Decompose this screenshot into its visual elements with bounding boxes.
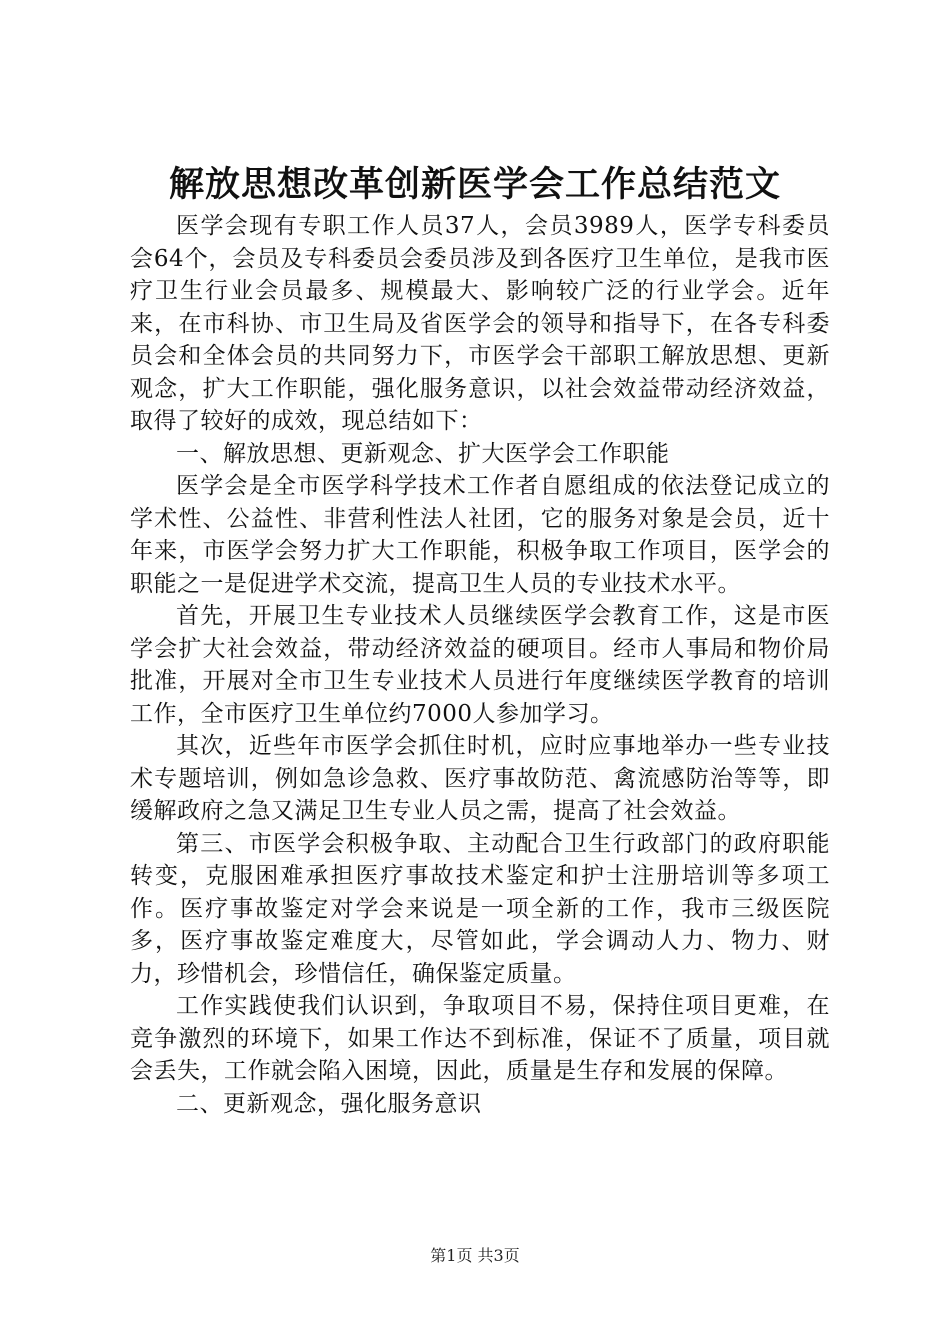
paragraph-5: 工作实践使我们认识到，争取项目不易，保持住项目更难，在竞争激烈的环境下，如果工作达不到标准，保证不了质量，项目就会丢失，工作就会陷入困境，因此，质量是生存和发展的保障。 [130, 993, 830, 1084]
paragraph-4: 第三、市医学会积极争取、主动配合卫生行政部门的政府职能转变，克服困难承担医疗事故技术鉴定和护士注册培训等多项工作。医疗事故鉴定对学会来说是一项全新的工作，我市三级医院多，医疗事故鉴定难度大，尽管如此，学会调动人力、物力、财力，珍惜机会，珍惜信任，确保鉴定质量。 [130, 830, 830, 987]
paragraph-1: 医学会是全市医学科学技术工作者自愿组成的依法登记成立的学术性、公益性、非营利性法人社团，它的服务对象是会员，近十年来，市医学会努力扩大工作职能，积极争取工作项目，医学会的职能之一是促进学术交流，提高卫生人员的专业技术水平。 [130, 473, 830, 597]
section-heading-1: 一、解放思想、更新观念、扩大医学会工作职能 [176, 440, 670, 467]
intro-paragraph: 医学会现有专职工作人员37人，会员3989人，医学专科委员会64个，会员及专科委员会委员涉及到各医疗卫生单位，是我市医疗卫生行业会员最多、规模最大、影响较广泛的行业学会。近年来，在市科协、市卫生局及省医学会的领导和指导下，在各专科委员会和全体会员的共同努力下，市医学会干部职工解放思想、更新观念，扩大工作职能，强化服务意识，以社会效益带动经济效益，取得了较好的成效，现总结如下： [130, 213, 830, 434]
document-title: 解放思想改革创新医学会工作总结范文 [168, 164, 781, 205]
paragraph-2: 首先，开展卫生专业技术人员继续医学会教育工作，这是市医学会扩大社会效益，带动经济效益的硬项目。经市人事局和物价局批准，开展对全市卫生专业技术人员进行年度继续医学教育的培训工作，全市医疗卫生单位约7000人参加学习。 [130, 603, 830, 727]
paragraph-3: 其次，近些年市医学会抓住时机，应时应事地举办一些专业技术专题培训，例如急诊急救、医疗事故防范、禽流感防治等等，即缓解政府之急又满足卫生专业人员之需，提高了社会效益。 [130, 733, 830, 824]
page-number-footer: 第1页 共3页 [430, 1246, 520, 1265]
section-heading-2: 二、更新观念，强化服务意识 [176, 1090, 482, 1117]
document-body [130, 210, 830, 1120]
